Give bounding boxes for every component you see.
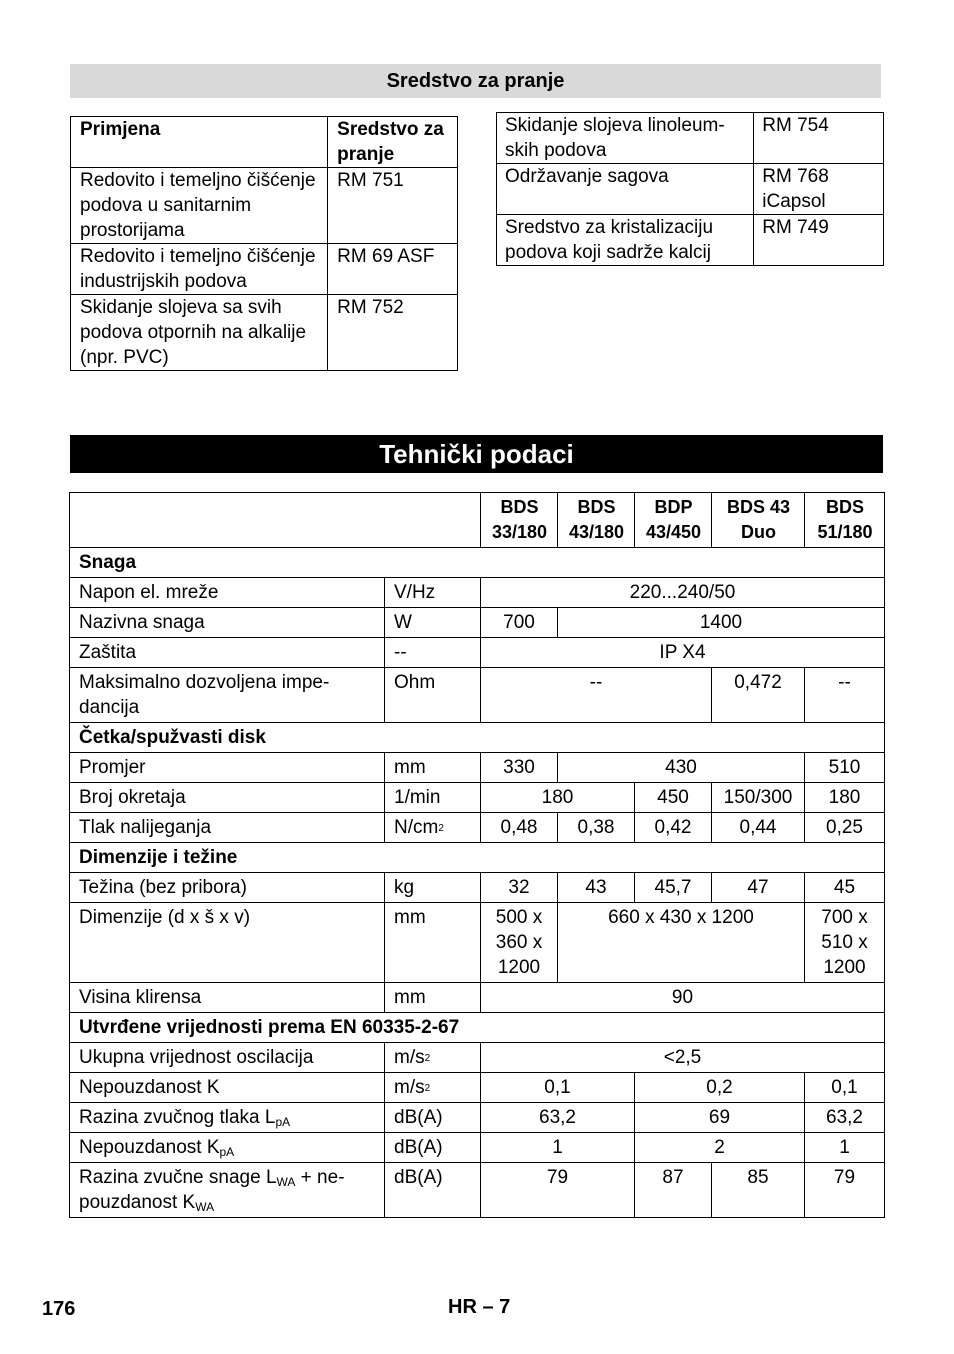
group-row	[70, 843, 885, 873]
table-row	[70, 1103, 885, 1133]
row-unit: dB(A)	[385, 1103, 481, 1133]
table-row	[70, 1043, 885, 1073]
value-cell: 450	[635, 783, 712, 813]
value-cell: 0,472	[712, 668, 805, 723]
value-cell: 0,1	[481, 1073, 635, 1103]
model-header: BDS 43 Duo	[712, 493, 805, 548]
table-row	[71, 295, 458, 371]
group-label: Četka/spužvasti disk	[70, 723, 885, 753]
value-cell: 700 x 510 x 1200	[805, 903, 885, 983]
unit-superscript: 2	[424, 1083, 431, 1094]
page-number: 176	[42, 1298, 76, 1320]
application-cell: Održavanje sagova	[497, 164, 754, 215]
value-cell: --	[481, 668, 712, 723]
table-row	[70, 873, 885, 903]
row-label	[70, 1163, 385, 1218]
model-header: BDS 33/180	[481, 493, 558, 548]
header-blank	[70, 493, 481, 548]
group-label: Dimenzije i težine	[70, 843, 885, 873]
value-cell: 45,7	[635, 873, 712, 903]
row-label: Nazivna snaga	[70, 608, 385, 638]
table-row	[70, 783, 885, 813]
page-label: HR – 7	[448, 1296, 511, 1318]
detergent-cell: RM 69 ASF	[328, 244, 458, 295]
application-cell: Redovito i temeljno čišćenje podova u sanitarnim prostorijama	[71, 168, 328, 244]
row-label: Tlak nalijeganja	[70, 813, 385, 843]
label-subscript: WA	[195, 1200, 215, 1214]
model-header-row	[70, 493, 885, 548]
value-cell: 87	[635, 1163, 712, 1218]
detergent-table-right	[496, 112, 884, 266]
model-header: BDS 51/180	[805, 493, 885, 548]
value-cell: 510	[805, 753, 885, 783]
model-header: BDS 43/180	[558, 493, 635, 548]
value-cell: --	[805, 668, 885, 723]
table-row	[70, 1133, 885, 1163]
value-cell: 500 x 360 x 1200	[481, 903, 558, 983]
value-cell: 0,44	[712, 813, 805, 843]
value-cell: <2,5	[481, 1043, 885, 1073]
value-cell: 0,38	[558, 813, 635, 843]
row-unit: kg	[385, 873, 481, 903]
row-unit: mm	[385, 983, 481, 1013]
row-label: Zaštita	[70, 638, 385, 668]
application-cell: Skidanje slojeva linoleumskih podova	[497, 113, 754, 164]
detergent-table-left	[70, 116, 458, 371]
application-cell: Sredstvo za kristalizaciju podova koji sadrže kalcij	[497, 215, 754, 266]
detergent-cell: RM 751	[328, 168, 458, 244]
tech-data-table	[69, 492, 885, 1218]
value-cell: 85	[712, 1163, 805, 1218]
row-unit: 1/min	[385, 783, 481, 813]
label-subscript: pA	[275, 1115, 291, 1129]
row-label	[70, 1133, 385, 1163]
value-cell: 180	[805, 783, 885, 813]
value-cell: 0,48	[481, 813, 558, 843]
value-cell: 700	[481, 608, 558, 638]
label-subscript: pA	[219, 1145, 235, 1159]
table-header-row	[71, 117, 458, 168]
table-row	[71, 244, 458, 295]
value-cell: 660 x 430 x 1200	[558, 903, 805, 983]
value-cell: 0,42	[635, 813, 712, 843]
row-label: Dimenzije (d x š x v)	[70, 903, 385, 983]
table-row	[70, 1073, 885, 1103]
model-header: BDP 43/450	[635, 493, 712, 548]
row-label: Maksimalno dozvoljena impedancija	[70, 668, 385, 723]
table-row	[70, 983, 885, 1013]
table-row	[70, 813, 885, 843]
row-unit: W	[385, 608, 481, 638]
detergent-cell: RM 754	[754, 113, 884, 164]
group-row	[70, 1013, 885, 1043]
value-cell: 1400	[558, 608, 885, 638]
row-label: Ukupna vrijednost oscilacija	[70, 1043, 385, 1073]
row-unit	[385, 1073, 481, 1103]
table-row	[497, 164, 884, 215]
table-row	[70, 638, 885, 668]
table-row	[70, 578, 885, 608]
row-unit	[385, 813, 481, 843]
value-cell: 1	[805, 1133, 885, 1163]
label-text: Razina zvučnog tlaka L	[79, 1107, 276, 1128]
group-label: Utvrđene vrijednosti prema EN 60335-2-67	[70, 1013, 885, 1043]
application-cell: Skidanje slojeva sa svih podova otpornih na alkalije (npr. PVC)	[71, 295, 328, 371]
value-cell: 79	[805, 1163, 885, 1218]
value-cell: 90	[481, 983, 885, 1013]
value-cell: 1	[481, 1133, 635, 1163]
header-detergent: Sredstvo za pranje	[328, 117, 458, 168]
value-cell: 43	[558, 873, 635, 903]
label-text: Razina zvučne snage L	[79, 1167, 277, 1188]
tech-data-title: Tehnički podaci	[70, 435, 883, 473]
table-row	[70, 903, 885, 983]
unit-superscript: 2	[424, 1053, 431, 1064]
unit-text: m/s	[394, 1047, 425, 1068]
value-cell: 0,25	[805, 813, 885, 843]
table-row	[497, 215, 884, 266]
unit-text: m/s	[394, 1077, 425, 1098]
table-row	[70, 1163, 885, 1218]
row-label: Promjer	[70, 753, 385, 783]
label-text: Nepouzdanost K	[79, 1137, 220, 1158]
detergent-cell: RM 749	[754, 215, 884, 266]
row-label: Broj okretaja	[70, 783, 385, 813]
value-cell: 0,2	[635, 1073, 805, 1103]
row-label: Napon el. mreže	[70, 578, 385, 608]
header-application: Primjena	[71, 117, 328, 168]
value-cell: 2	[635, 1133, 805, 1163]
value-cell: 330	[481, 753, 558, 783]
section-title-detergent: Sredstvo za pranje	[70, 64, 881, 98]
table-row	[70, 668, 885, 723]
row-unit: dB(A)	[385, 1163, 481, 1218]
unit-superscript: 2	[438, 823, 444, 834]
label-text: + nepouzdanost K	[79, 1167, 345, 1213]
row-label: Težina (bez pribora)	[70, 873, 385, 903]
table-row	[71, 168, 458, 244]
row-unit	[385, 1043, 481, 1073]
value-cell: 45	[805, 873, 885, 903]
detergent-cell: RM 768 iCapsol	[754, 164, 884, 215]
row-unit: dB(A)	[385, 1133, 481, 1163]
label-subscript: WA	[276, 1175, 296, 1189]
row-label: Nepouzdanost K	[70, 1073, 385, 1103]
value-cell: 69	[635, 1103, 805, 1133]
detergent-cell: RM 752	[328, 295, 458, 371]
table-row	[70, 608, 885, 638]
row-unit: mm	[385, 903, 481, 983]
value-cell: 63,2	[805, 1103, 885, 1133]
group-label: Snaga	[70, 548, 885, 578]
row-label: Visina klirensa	[70, 983, 385, 1013]
row-unit: Ohm	[385, 668, 481, 723]
row-unit: --	[385, 638, 481, 668]
table-row	[70, 753, 885, 783]
group-row	[70, 548, 885, 578]
row-label	[70, 1103, 385, 1133]
table-row	[497, 113, 884, 164]
value-cell: IP X4	[481, 638, 885, 668]
row-unit: mm	[385, 753, 481, 783]
value-cell: 47	[712, 873, 805, 903]
value-cell: 0,1	[805, 1073, 885, 1103]
value-cell: 220...240/50	[481, 578, 885, 608]
value-cell: 430	[558, 753, 805, 783]
value-cell: 79	[481, 1163, 635, 1218]
value-cell: 180	[481, 783, 635, 813]
unit-text: N/cm	[394, 817, 439, 838]
value-cell: 63,2	[481, 1103, 635, 1133]
row-unit: V/Hz	[385, 578, 481, 608]
value-cell: 150/300	[712, 783, 805, 813]
application-cell: Redovito i temeljno čišćenje industrijskih podova	[71, 244, 328, 295]
value-cell: 32	[481, 873, 558, 903]
group-row	[70, 723, 885, 753]
